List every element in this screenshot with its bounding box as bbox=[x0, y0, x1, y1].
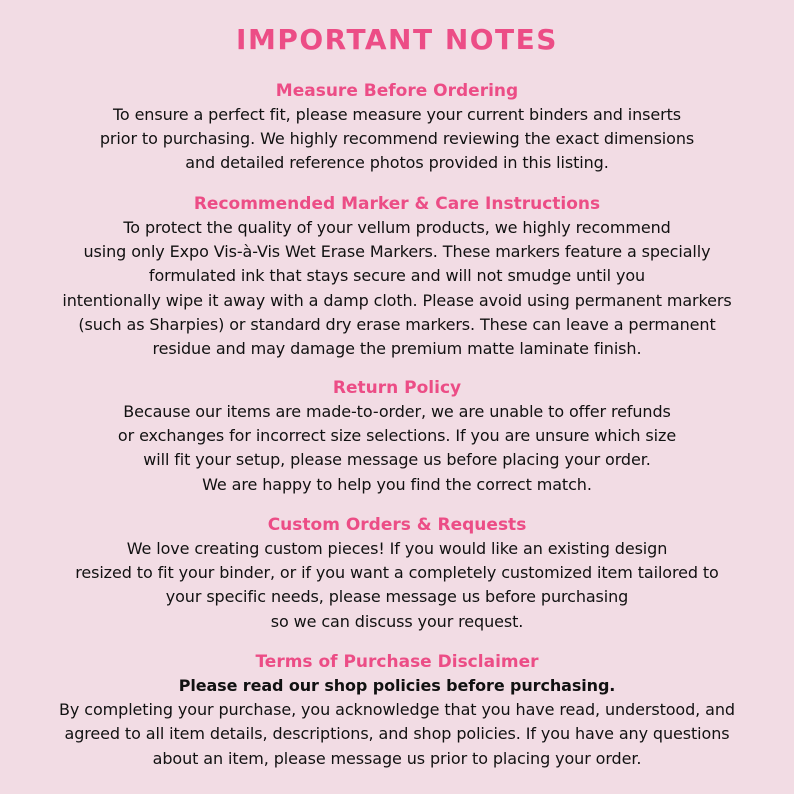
body-line: resized to fit your binder, or if you want a completely customized item tailored to bbox=[75, 563, 719, 583]
body-line: We love creating custom pieces! If you would like an existing design bbox=[126, 539, 668, 558]
body-line: agreed to all item details, descriptions, and shop policies. If you have any questions bbox=[64, 724, 730, 744]
section-custom-orders bbox=[0, 513, 794, 634]
body-line: your specific needs, please message us before purchasing bbox=[165, 587, 629, 607]
page-title: IMPORTANT NOTES bbox=[236, 23, 558, 56]
section-heading: Measure Before Ordering bbox=[275, 81, 519, 101]
section-terms-disclaimer bbox=[0, 650, 794, 771]
body-line: residue and may damage the premium matte laminate finish. bbox=[152, 338, 642, 358]
body-line: about an item, please message us prior to placing your order. bbox=[152, 748, 642, 768]
section-heading: Custom Orders & Requests bbox=[267, 515, 527, 535]
section-return-policy bbox=[0, 376, 794, 497]
section-heading: Return Policy bbox=[332, 378, 462, 398]
body-line: Because our items are made-to-order, we are unable to offer refunds bbox=[123, 402, 671, 421]
body-line: and detailed reference photos provided in this listing. bbox=[185, 153, 609, 173]
section-heading: Terms of Purchase Disclaimer bbox=[255, 652, 539, 672]
body-line: using only Expo Vis-à-Vis Wet Erase Markers. These markers feature a specially bbox=[83, 242, 711, 262]
body-line: will fit your setup, please message us before placing your order. bbox=[143, 450, 651, 470]
body-line: To ensure a perfect fit, please measure your current binders and inserts bbox=[112, 105, 682, 124]
section-heading: Recommended Marker & Care Instructions bbox=[193, 194, 601, 214]
section-marker-care bbox=[0, 192, 794, 361]
body-line: intentionally wipe it away with a damp cloth. Please avoid using permanent markers bbox=[62, 290, 732, 310]
body-line: formulated ink that stays secure and will not smudge until you bbox=[148, 266, 646, 286]
body-line: We are happy to help you find the correct match. bbox=[202, 474, 592, 494]
bold-notice: Please read our shop policies before purchasing. bbox=[178, 676, 616, 695]
body-line: (such as Sharpies) or standard dry erase markers. These can leave a permanent bbox=[78, 314, 716, 334]
body-line: To protect the quality of your vellum products, we highly recommend bbox=[123, 218, 671, 237]
body-line: By completing your purchase, you acknowledge that you have read, understood, and bbox=[59, 700, 735, 720]
body-line: prior to purchasing. We highly recommend reviewing the exact dimensions bbox=[99, 129, 695, 149]
section-measure-before-ordering bbox=[0, 79, 794, 176]
body-line: or exchanges for incorrect size selections. If you are unsure which size bbox=[117, 426, 677, 446]
body-line: so we can discuss your request. bbox=[270, 611, 524, 631]
